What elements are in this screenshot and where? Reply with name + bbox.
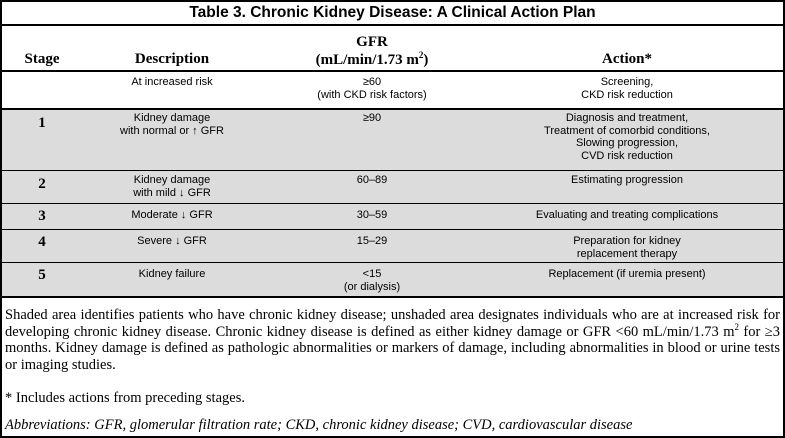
row-action: Screening, CKD risk reduction xyxy=(581,76,673,101)
row-gfr: <15 (or dialysis) xyxy=(343,268,401,293)
row-action: Replacement (if uremia present) xyxy=(548,268,706,280)
row-gfr: 30–59 xyxy=(356,209,388,221)
table-bottom-rule xyxy=(2,296,783,298)
header-gfr-unit: (mL/min/1.73 m xyxy=(315,52,419,68)
abbreviations-note: Abbreviations: GFR, glomerular filtration rate; CKD, chronic kidney disease; CVD, cardiovascular disease xyxy=(5,417,633,433)
row-description: At increased risk xyxy=(131,76,213,88)
row-description: Severe ↓ GFR xyxy=(137,235,207,247)
asterisk-note: * Includes actions from preceding stages. xyxy=(5,390,245,406)
footnote-text-1: Shaded area identifies patients who have chronic kidney disease; unshaded area designates individuals who are at increased risk for developing chronic kidney disease. Chronic kidney disease is defined as either kidney damage or GFR <60 mL/min/1.73 m xyxy=(5,307,780,340)
row-stage: 1 xyxy=(38,115,46,131)
table-row-stage-1 xyxy=(2,110,783,170)
row-stage: 2 xyxy=(38,176,46,192)
row-gfr: ≥90 xyxy=(362,112,382,124)
row-action: Estimating progression xyxy=(571,174,683,186)
header-description: Description xyxy=(134,51,210,67)
footnote-sup: 2 xyxy=(734,321,739,332)
header-gfr-sup: 2 xyxy=(418,50,424,60)
table-row-stage-5 xyxy=(2,263,783,296)
footnote-text-2: for ≥3 months. Kidney damage is defined as pathologic abnormalities or markers of damage, including abnormalities in blood or urine tests or imaging studies. xyxy=(5,323,780,373)
row-gfr: 15–29 xyxy=(356,235,388,247)
row-action: Preparation for kidney replacement therapy xyxy=(573,235,681,260)
header-stage: Stage xyxy=(24,51,60,67)
table-row-stage-4 xyxy=(2,230,783,262)
row-description: Moderate ↓ GFR xyxy=(131,209,213,221)
header-gfr-line1: GFR xyxy=(356,34,388,50)
header-action: Action* xyxy=(602,51,652,67)
row-action: Diagnosis and treatment, Treatment of comorbid conditions, Slowing progression, CVD risk reduction xyxy=(544,112,710,162)
table-row-stage-3 xyxy=(2,204,783,229)
row-description: Kidney damage with normal or ↑ GFR xyxy=(120,112,224,137)
table-row-stage-2 xyxy=(2,171,783,203)
row-gfr: ≥60 (with CKD risk factors) xyxy=(317,76,427,101)
row-stage: 3 xyxy=(38,208,46,224)
row-gfr: 60–89 xyxy=(356,174,388,186)
row-description: Kidney damage with mild ↓ GFR xyxy=(133,174,211,199)
row-description: Kidney failure xyxy=(138,268,206,280)
row-stage: 4 xyxy=(38,234,46,250)
title-divider xyxy=(2,24,783,26)
row-stage: 5 xyxy=(38,267,46,283)
table-title: Table 3. Chronic Kidney Disease: A Clinical Action Plan xyxy=(189,4,596,21)
table-row-risk xyxy=(2,72,783,108)
header-gfr xyxy=(292,33,452,69)
footnote-definition xyxy=(5,307,780,373)
header-gfr-close: ) xyxy=(423,52,429,68)
row-action: Evaluating and treating complications xyxy=(535,209,719,221)
